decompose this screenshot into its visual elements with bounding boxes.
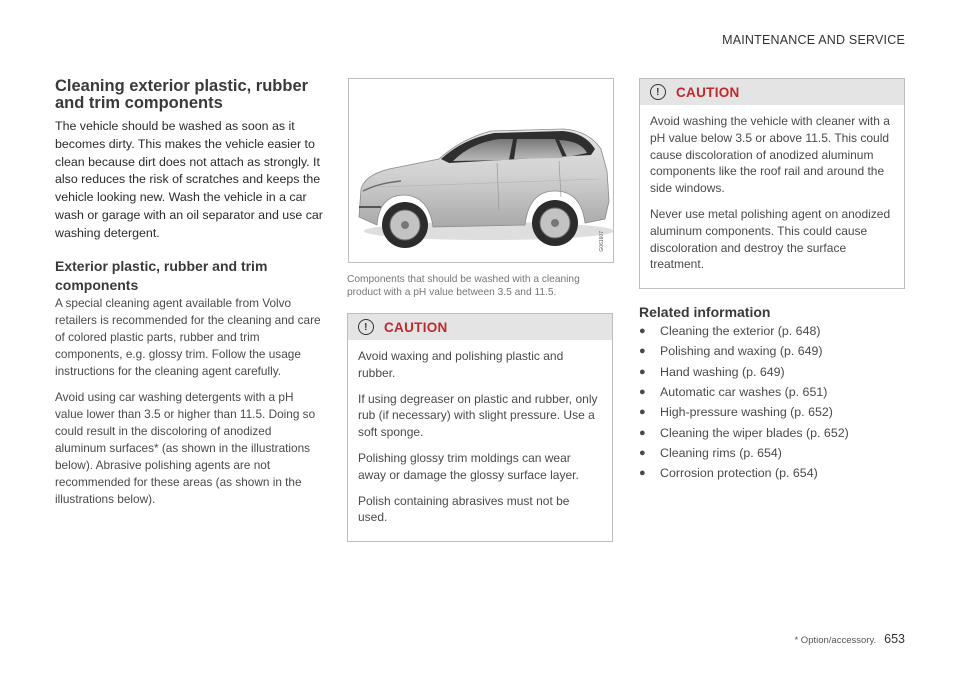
related-link-item[interactable]	[639, 362, 905, 382]
caution-1-text-2: If using degreaser on plastic and rubber, only rub (if necessary) with slight pressure. Use a soft sponge.	[358, 391, 598, 440]
caution-box-2	[639, 78, 905, 289]
bullet-icon: ●	[639, 446, 646, 459]
middle-column	[347, 78, 613, 542]
body-paragraph-2: Avoid using car washing detergents with a pH value lower than 3.5 or higher than 11.5. Doing so could result in the discoloring of anodized aluminum surfaces* (as shown in the illustrations below). Abrasive polishing agents are not recommended for these areas (as shown in the illustrations below).	[55, 389, 316, 506]
figure-code: G061607	[599, 231, 605, 252]
related-link[interactable]: Polishing and waxing (p. 649)	[660, 344, 823, 359]
footnote: * Option/accessory.	[794, 635, 877, 646]
related-link-item[interactable]	[639, 402, 905, 422]
caution-1-text-4: Polish containing abrasives must not be used.	[358, 493, 570, 525]
related-link[interactable]: Corrosion protection (p. 654)	[660, 466, 818, 481]
page-title: Cleaning exterior plastic, rubber and trim components	[55, 77, 309, 112]
related-link-item[interactable]	[639, 443, 905, 463]
caution-1-text-1: Avoid waxing and polishing plastic and rubber.	[358, 349, 564, 380]
related-link[interactable]: Automatic car washes (p. 651)	[660, 385, 828, 400]
bullet-icon: ●	[639, 467, 646, 480]
caution-header-1	[348, 314, 612, 340]
related-link[interactable]: Cleaning rims (p. 654)	[660, 445, 782, 460]
intro-paragraph: The vehicle should be washed as soon as it becomes dirty. This makes the vehicle easier to clean because dirt does not attach as strongly. It also reduces the risk of scratches and keeps the vehicle looking new. Wash the vehicle in a car wash or garage with an oil separator and use car washing detergent.	[55, 119, 323, 240]
caution-title-2: CAUTION	[676, 84, 740, 100]
related-link[interactable]: High-pressure washing (p. 652)	[660, 405, 833, 420]
page-footer	[794, 632, 905, 646]
related-link[interactable]: Hand washing (p. 649)	[660, 364, 785, 379]
bullet-icon: ●	[639, 426, 646, 439]
exclamation-circle-icon: !	[358, 319, 374, 335]
body-paragraph-1: A special cleaning agent available from Volvo retailers is recommended for the cleaning and care of colored plastic parts, rubber and trim components, e.g. glossy trim. Follow the usage instructions for the cleaning agent carefully.	[55, 295, 321, 378]
related-link-item[interactable]	[639, 341, 905, 361]
right-column	[639, 78, 905, 484]
related-information-heading: Related information	[639, 304, 771, 321]
bullet-icon: ●	[639, 386, 646, 399]
car-illustration	[348, 78, 614, 263]
bullet-icon: ●	[639, 406, 646, 419]
related-link-item[interactable]	[639, 423, 905, 443]
section-header: MAINTENANCE AND SERVICE	[722, 33, 905, 47]
bullet-icon: ●	[639, 365, 646, 378]
related-link-item[interactable]	[639, 321, 905, 341]
related-link[interactable]: Cleaning the exterior (p. 648)	[660, 324, 821, 339]
caution-2-text-2: Never use metal polishing agent on anodized aluminum components. This could cause discoloration and destroy the surface treatment.	[650, 206, 891, 272]
page-number: 653	[884, 632, 905, 646]
caution-1-text-3: Polishing glossy trim moldings can wear away or damage the glossy surface layer.	[358, 450, 579, 482]
related-link-item[interactable]	[639, 382, 905, 402]
bullet-icon: ●	[639, 345, 646, 358]
figure-caption: Components that should be washed with a cleaning product with a pH value between 3.5 and 11.5.	[347, 274, 580, 298]
caution-header-2	[640, 79, 904, 105]
related-link[interactable]: Cleaning the wiper blades (p. 652)	[660, 425, 849, 440]
car-image	[349, 79, 613, 262]
bullet-icon: ●	[639, 325, 646, 338]
related-links-list	[639, 321, 905, 483]
caution-2-text-1: Avoid washing the vehicle with cleaner with a pH value below 3.5 or above 11.5. This could cause discoloration of anodized aluminum components like the roof rail and around the side windows.	[650, 114, 890, 196]
related-link-item[interactable]	[639, 463, 905, 483]
exclamation-circle-icon: !	[650, 84, 666, 100]
caution-box-1	[347, 313, 613, 542]
left-column	[55, 78, 323, 517]
caution-title-1: CAUTION	[384, 319, 448, 335]
subheading: Exterior plastic, rubber and trim components	[55, 257, 268, 293]
